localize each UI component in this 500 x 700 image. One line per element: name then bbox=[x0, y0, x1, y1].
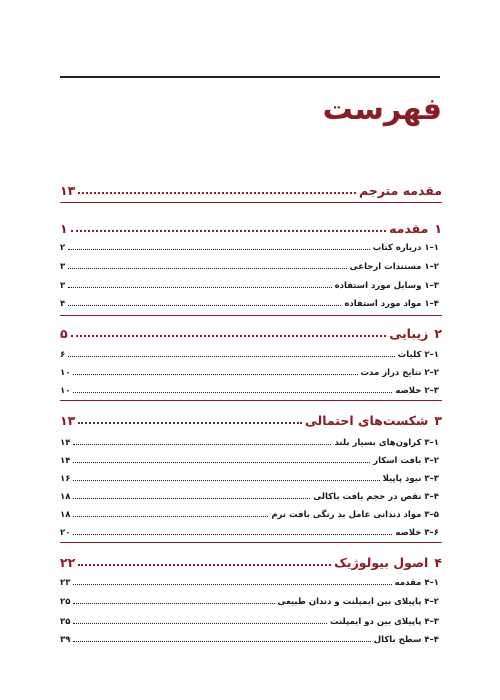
toc-chapter-4[interactable] bbox=[60, 552, 442, 570]
dot-leader bbox=[73, 444, 331, 445]
section-page: ۴ bbox=[60, 299, 66, 309]
toc-chapter-2[interactable] bbox=[60, 323, 442, 341]
chapter-title: اصول بیولوژیک bbox=[334, 555, 429, 570]
dot-leader bbox=[78, 564, 331, 566]
toc-section[interactable] bbox=[60, 614, 442, 627]
toc-section[interactable] bbox=[60, 365, 442, 378]
section-divider bbox=[60, 542, 442, 543]
section-label: ۱–۳ کراون‌های بسیار بلند bbox=[334, 438, 439, 448]
toc-section[interactable] bbox=[60, 383, 442, 396]
section-page: ۶ bbox=[60, 350, 66, 360]
toc-section[interactable] bbox=[60, 347, 442, 360]
dot-leader bbox=[73, 603, 274, 604]
toc-section[interactable] bbox=[60, 278, 442, 291]
section-label: ۱–۴ مقدمه bbox=[394, 578, 439, 588]
section-label: ۵–۳ مواد دندانی عامل بد رنگی بافت نرم bbox=[271, 510, 439, 520]
toc-section[interactable] bbox=[60, 525, 442, 538]
section-page: ۱۴ bbox=[60, 456, 71, 466]
dot-leader bbox=[73, 480, 379, 481]
chapter-number: ۱ bbox=[434, 221, 442, 236]
dot-leader bbox=[78, 192, 356, 194]
dot-leader bbox=[73, 623, 327, 624]
section-divider bbox=[60, 202, 442, 203]
section-label: ۱–۱ درباره کتاب bbox=[372, 243, 439, 253]
section-page: ۱۸ bbox=[60, 492, 71, 502]
dot-leader bbox=[73, 584, 391, 585]
toc-entry-intro[interactable] bbox=[60, 180, 442, 198]
chapter-number: ۴ bbox=[434, 555, 442, 570]
dot-leader bbox=[71, 230, 386, 232]
dot-leader bbox=[73, 462, 370, 463]
dot-leader bbox=[73, 392, 392, 393]
section-label: ۲–۱ مستندات ارجاعی bbox=[349, 262, 439, 272]
dot-leader bbox=[68, 356, 395, 357]
chapter-title: شکست‌های احتمالی bbox=[304, 413, 429, 428]
section-label: ۳–۲ خلاصه bbox=[395, 386, 439, 396]
toc-section[interactable] bbox=[60, 632, 442, 645]
dot-leader bbox=[68, 249, 370, 250]
toc-section[interactable] bbox=[60, 435, 442, 448]
section-label: ۲–۲ نتایج دراز مدت bbox=[360, 368, 439, 378]
dot-leader bbox=[68, 268, 346, 269]
toc-section[interactable] bbox=[60, 240, 442, 253]
section-page: ۲۳ bbox=[60, 578, 71, 588]
toc-section[interactable] bbox=[60, 259, 442, 272]
section-label: ۱–۲ کلیات bbox=[397, 350, 439, 360]
toc-chapter-1[interactable] bbox=[60, 218, 442, 236]
dot-leader bbox=[73, 534, 392, 535]
dot-leader bbox=[73, 516, 268, 517]
toc-section[interactable] bbox=[60, 575, 442, 588]
section-label: ۳–۳ نبود پاپیلا bbox=[382, 474, 439, 484]
chapter-page: ۲۲ bbox=[60, 555, 76, 570]
chapter-page: ۵ bbox=[60, 326, 68, 341]
section-label: ۴–۴ سطح باکال bbox=[373, 635, 439, 645]
dot-leader bbox=[78, 422, 302, 424]
section-page: ۳ bbox=[60, 262, 66, 272]
section-page: ۱۰ bbox=[60, 386, 71, 396]
toc-section[interactable] bbox=[60, 453, 442, 466]
section-label: ۳–۱ وسایل مورد استفاده bbox=[334, 281, 439, 291]
section-page: ۱۶ bbox=[60, 474, 71, 484]
section-divider bbox=[60, 315, 442, 316]
toc-entry-page: ۱۳ bbox=[60, 183, 76, 198]
toc-section[interactable] bbox=[60, 296, 442, 309]
top-rule bbox=[60, 76, 440, 78]
dot-leader bbox=[71, 335, 387, 337]
page-title: فهرست bbox=[322, 92, 442, 127]
chapter-title: مقدمه bbox=[389, 221, 429, 236]
section-page: ۱۰ bbox=[60, 368, 71, 378]
section-page: ۱۴ bbox=[60, 438, 71, 448]
dot-leader bbox=[73, 498, 310, 499]
chapter-page: ۱۳ bbox=[60, 413, 76, 428]
section-label: ۲–۳ بافت اسکار bbox=[373, 456, 439, 466]
section-page: ۲۰ bbox=[60, 528, 71, 538]
section-label: ۶–۳ خلاصه bbox=[395, 528, 439, 538]
section-page: ۳۹ bbox=[60, 635, 71, 645]
section-label: ۲–۴ پاپیلای بین ایمپلنت و دندان طبیعی bbox=[277, 597, 439, 607]
section-page: ۲ bbox=[60, 243, 66, 253]
section-page: ۳۵ bbox=[60, 617, 71, 627]
dot-leader bbox=[68, 287, 331, 288]
section-label: ۴–۳ نقص در حجم بافت باکالی bbox=[313, 492, 439, 502]
section-label: ۴–۱ مواد مورد استفاده bbox=[344, 299, 439, 309]
toc-section[interactable] bbox=[60, 471, 442, 484]
chapter-number: ۳ bbox=[434, 413, 442, 428]
section-page: ۳ bbox=[60, 281, 66, 291]
toc-entry-label: مقدمه مترجم bbox=[358, 183, 442, 198]
dot-leader bbox=[73, 641, 370, 642]
section-label: ۳–۴ پاپیلای بین دو ایمپلنت bbox=[330, 617, 439, 627]
section-page: ۱۸ bbox=[60, 510, 71, 520]
dot-leader bbox=[68, 305, 341, 306]
toc-chapter-3[interactable] bbox=[60, 410, 442, 428]
toc-section[interactable] bbox=[60, 489, 442, 502]
chapter-number: ۲ bbox=[434, 326, 442, 341]
chapter-title: زیبایی bbox=[389, 326, 429, 341]
dot-leader bbox=[73, 374, 357, 375]
chapter-page: ۱ bbox=[60, 221, 68, 236]
section-page: ۲۵ bbox=[60, 597, 71, 607]
toc-section[interactable] bbox=[60, 594, 442, 607]
toc-section[interactable] bbox=[60, 507, 442, 520]
section-divider bbox=[60, 400, 442, 401]
